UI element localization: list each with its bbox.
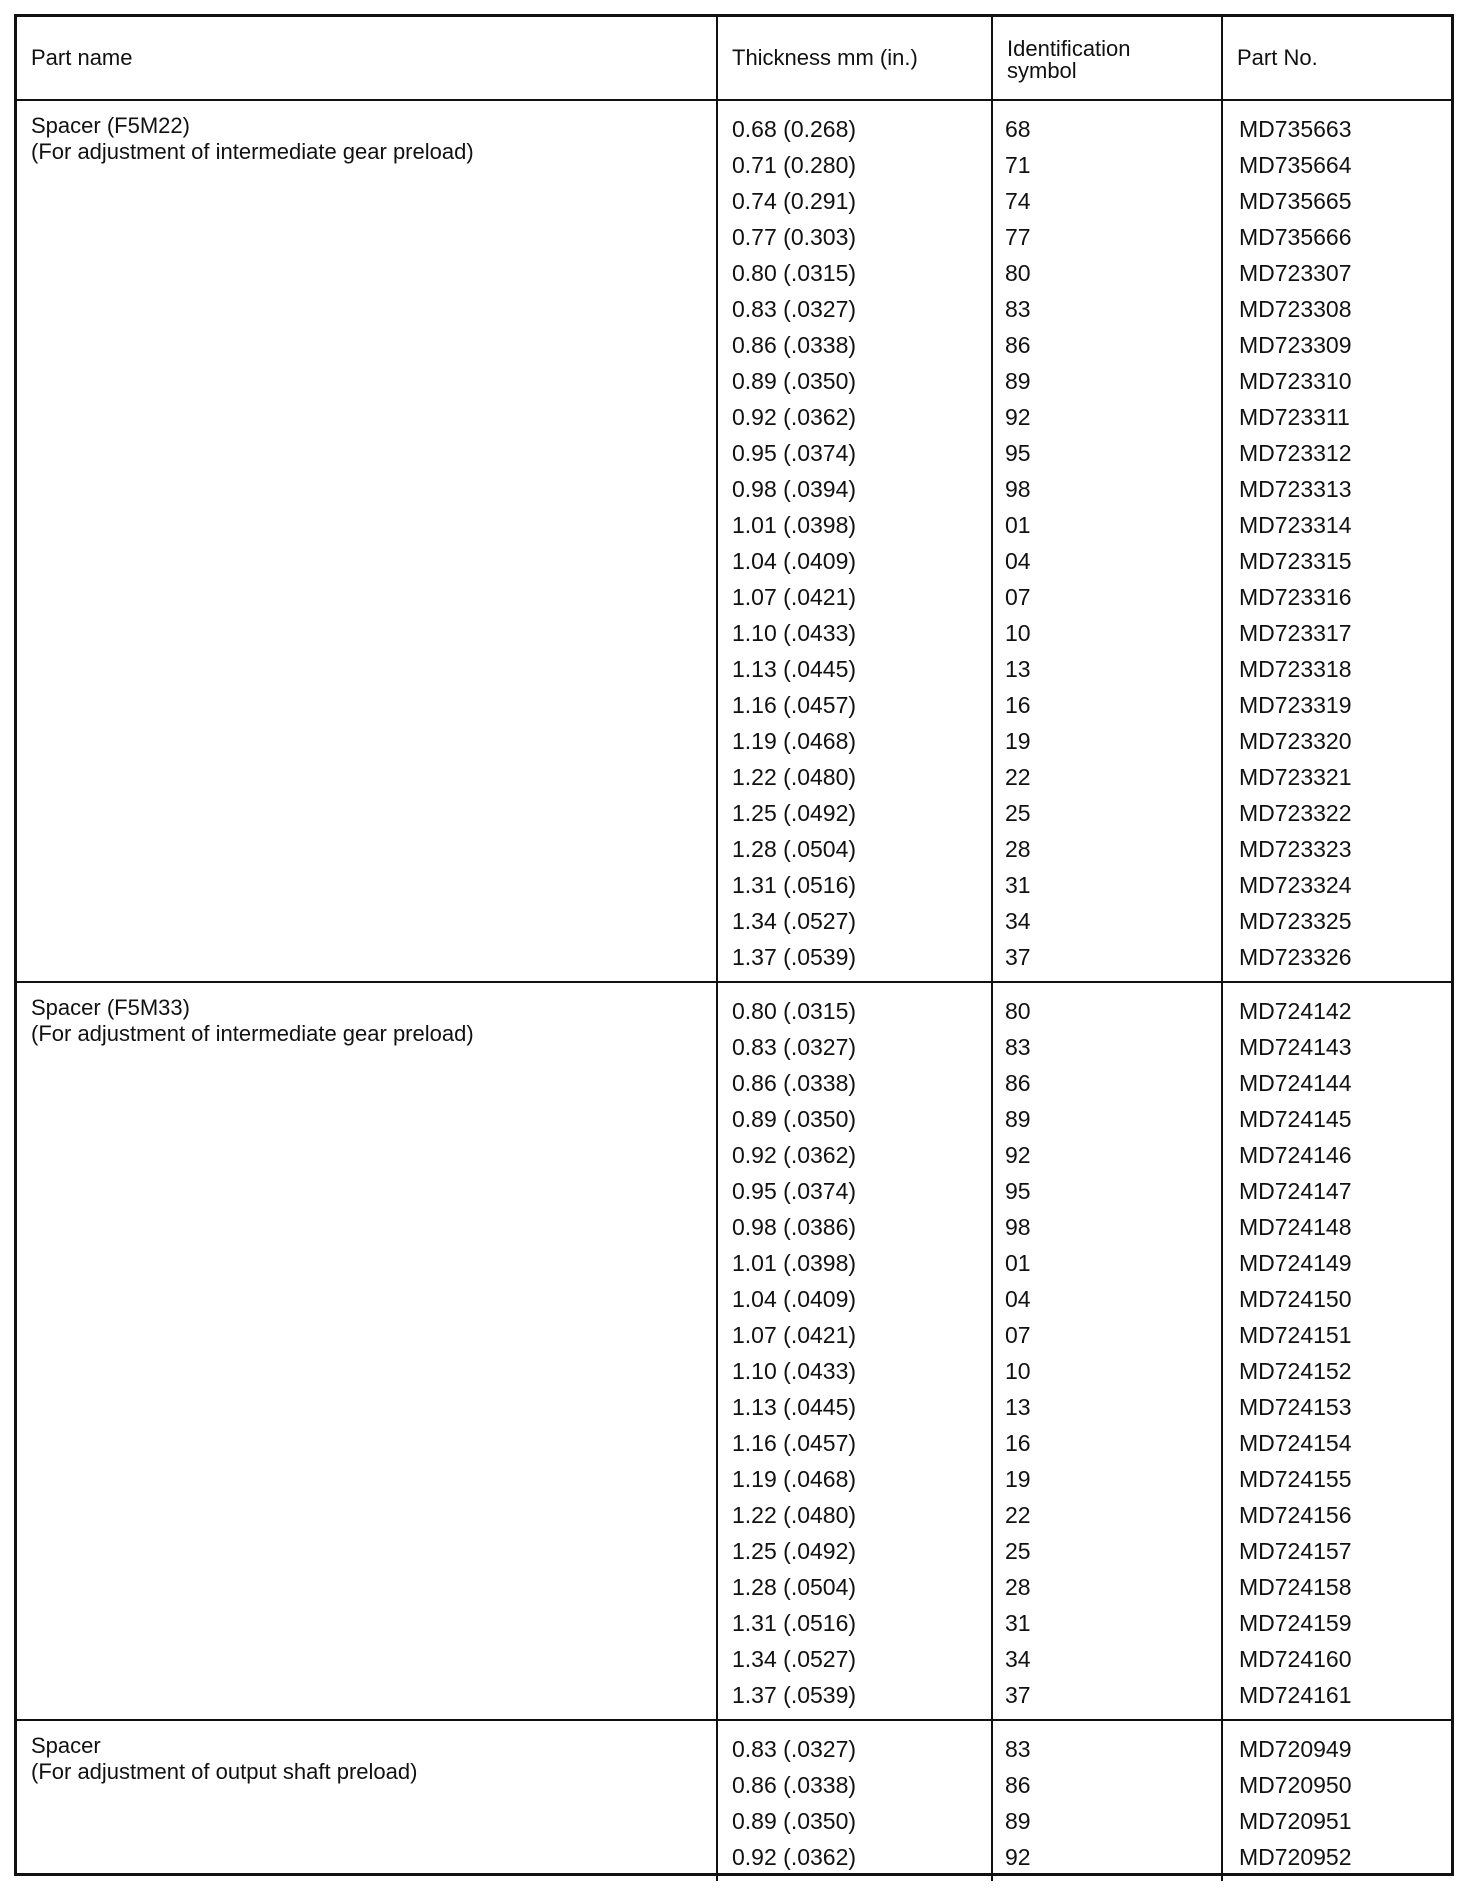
thickness-value: 1.31 (.0516): [732, 872, 857, 898]
identification-symbol: 86: [1005, 1772, 1031, 1798]
header-thickness: Thickness mm (in.): [717, 17, 992, 100]
part-number: MD724152: [1239, 1358, 1352, 1384]
part-number: MD720952: [1239, 1844, 1352, 1870]
thickness-value: 0.77 (0.303): [732, 224, 857, 250]
identification-symbol: 34: [1005, 908, 1031, 934]
thickness-value: 0.80 (.0315): [732, 998, 857, 1024]
identification-symbol: 89: [1005, 368, 1031, 394]
thickness-value: 0.95 (.0374): [732, 440, 857, 466]
identification-symbol: 01: [1005, 1250, 1031, 1276]
spacer-group: [17, 100, 1451, 982]
thickness-value: 1.37 (.0539): [732, 944, 857, 970]
identification-symbol: 98: [1005, 1214, 1031, 1240]
part-name-cell: [17, 982, 717, 1720]
part-number: MD724160: [1239, 1646, 1352, 1672]
identification-symbol: 13: [1005, 1394, 1031, 1420]
identification-symbol: 04: [1005, 1286, 1031, 1312]
identification-symbol: 77: [1005, 224, 1031, 250]
part-number: MD723322: [1239, 800, 1352, 826]
thickness-value: 1.31 (.0516): [732, 1610, 857, 1636]
part-number: MD724142: [1239, 998, 1352, 1024]
identification-symbol: 80: [1005, 998, 1031, 1024]
part-number: MD723318: [1239, 656, 1352, 682]
identification-symbol: 28: [1005, 836, 1031, 862]
part-number: MD723312: [1239, 440, 1352, 466]
spacer-group: [17, 1720, 1451, 1881]
part-number: MD724145: [1239, 1106, 1352, 1132]
thickness-value: 0.89 (.0350): [732, 368, 857, 394]
identification-symbol: 83: [1005, 296, 1031, 322]
part-number: MD723319: [1239, 692, 1352, 718]
identification-symbol: 89: [1005, 1808, 1031, 1834]
part-number-list: [1222, 100, 1451, 982]
part-number: MD724144: [1239, 1070, 1352, 1096]
thickness-value-list: [717, 100, 992, 982]
thickness-value: 1.13 (.0445): [732, 1394, 857, 1420]
thickness-value-list: [717, 1720, 992, 1881]
part-number: MD723320: [1239, 728, 1352, 754]
part-number: MD723317: [1239, 620, 1352, 646]
part-number: MD724151: [1239, 1322, 1352, 1348]
part-number: MD723324: [1239, 872, 1352, 898]
thickness-value: 1.16 (.0457): [732, 1430, 857, 1456]
table-row: [17, 982, 1451, 1720]
thickness-value: 1.01 (.0398): [732, 512, 857, 538]
thickness-value: 1.22 (.0480): [732, 764, 857, 790]
part-number-list: [1222, 982, 1451, 1720]
identification-symbol: 74: [1005, 188, 1031, 214]
identification-symbol: 22: [1005, 764, 1031, 790]
part-number: MD720950: [1239, 1772, 1352, 1798]
part-name: Spacer (F5M22): [31, 113, 190, 138]
part-purpose: (For adjustment of output shaft preload): [31, 1759, 418, 1784]
thickness-value: 1.01 (.0398): [732, 1250, 857, 1276]
thickness-value: 0.71 (0.280): [732, 152, 857, 178]
identification-symbol: 31: [1005, 1610, 1031, 1636]
identification-symbol: 19: [1005, 728, 1031, 754]
thickness-value: 0.92 (.0362): [732, 404, 857, 430]
thickness-value: 1.07 (.0421): [732, 584, 857, 610]
part-number: MD724143: [1239, 1034, 1352, 1060]
thickness-value: 0.86 (.0338): [732, 1772, 857, 1798]
part-number: MD720951: [1239, 1808, 1352, 1834]
identification-symbol: 10: [1005, 620, 1031, 646]
spacer-group: [17, 982, 1451, 1720]
header-part-name: Part name: [17, 17, 717, 100]
thickness-value: 0.86 (.0338): [732, 332, 857, 358]
thickness-value: 1.28 (.0504): [732, 836, 857, 862]
thickness-value-list: [717, 982, 992, 1720]
part-purpose: (For adjustment of intermediate gear preload): [31, 1021, 474, 1046]
part-name-cell: [17, 100, 717, 982]
part-number: MD724161: [1239, 1682, 1352, 1708]
part-number: MD723316: [1239, 584, 1352, 610]
thickness-value: 1.37 (.0539): [732, 1682, 857, 1708]
identification-symbol: 28: [1005, 1574, 1031, 1600]
identification-symbol: 80: [1005, 260, 1031, 286]
thickness-value: 1.13 (.0445): [732, 656, 857, 682]
thickness-value: 1.10 (.0433): [732, 1358, 857, 1384]
table-row: [17, 1720, 1451, 1881]
identification-symbol: 07: [1005, 584, 1031, 610]
part-number: MD723321: [1239, 764, 1352, 790]
identification-symbol: 10: [1005, 1358, 1031, 1384]
part-number: MD724157: [1239, 1538, 1352, 1564]
identification-symbol-list: [992, 1720, 1222, 1881]
thickness-value: 1.25 (.0492): [732, 800, 857, 826]
identification-symbol: 83: [1005, 1736, 1031, 1762]
part-number: MD723309: [1239, 332, 1352, 358]
identification-symbol: 13: [1005, 656, 1031, 682]
thickness-value: 1.19 (.0468): [732, 728, 857, 754]
identification-symbol: 31: [1005, 872, 1031, 898]
thickness-value: 1.22 (.0480): [732, 1502, 857, 1528]
part-number: MD724155: [1239, 1466, 1352, 1492]
identification-symbol: 34: [1005, 1646, 1031, 1672]
identification-symbol: 37: [1005, 944, 1031, 970]
part-number: MD723313: [1239, 476, 1352, 502]
table-header: [17, 17, 1451, 100]
identification-symbol: 98: [1005, 476, 1031, 502]
thickness-value: 1.19 (.0468): [732, 1466, 857, 1492]
identification-symbol-list: [992, 100, 1222, 982]
thickness-value: 0.95 (.0374): [732, 1178, 857, 1204]
thickness-value: 1.16 (.0457): [732, 692, 857, 718]
identification-symbol: 68: [1005, 116, 1031, 142]
part-number: MD735663: [1239, 116, 1352, 142]
part-number: MD735665: [1239, 188, 1352, 214]
part-number: MD723308: [1239, 296, 1352, 322]
thickness-value: 0.98 (.0386): [732, 1214, 857, 1240]
identification-symbol: 22: [1005, 1502, 1031, 1528]
spacer-table-sheet: [14, 14, 1454, 1876]
part-number: MD723310: [1239, 368, 1352, 394]
part-number: MD723315: [1239, 548, 1352, 574]
table-row: [17, 100, 1451, 982]
thickness-value: 0.83 (.0327): [732, 1736, 857, 1762]
thickness-value: 1.34 (.0527): [732, 908, 857, 934]
part-name-cell: [17, 1720, 717, 1881]
thickness-value: 0.98 (.0394): [732, 476, 857, 502]
thickness-value: 0.89 (.0350): [732, 1106, 857, 1132]
part-number: MD723307: [1239, 260, 1352, 286]
identification-symbol: 37: [1005, 1682, 1031, 1708]
identification-symbol-list: [992, 982, 1222, 1720]
thickness-value: 1.04 (.0409): [732, 1286, 857, 1312]
part-number: MD723325: [1239, 908, 1352, 934]
identification-symbol: 86: [1005, 332, 1031, 358]
thickness-value: 1.34 (.0527): [732, 1646, 857, 1672]
part-number: MD735666: [1239, 224, 1352, 250]
part-name: Spacer (F5M33): [31, 995, 190, 1020]
identification-symbol: 16: [1005, 692, 1031, 718]
identification-symbol: 16: [1005, 1430, 1031, 1456]
thickness-value: 0.74 (0.291): [732, 188, 857, 214]
thickness-value: 0.83 (.0327): [732, 1034, 857, 1060]
part-name: Spacer: [31, 1733, 101, 1758]
part-number: MD724154: [1239, 1430, 1352, 1456]
identification-symbol: 71: [1005, 152, 1031, 178]
thickness-value: 1.28 (.0504): [732, 1574, 857, 1600]
thickness-value: 1.10 (.0433): [732, 620, 857, 646]
part-number: MD724147: [1239, 1178, 1352, 1204]
part-number: MD735664: [1239, 152, 1352, 178]
part-number: MD720949: [1239, 1736, 1352, 1762]
part-number: MD724153: [1239, 1394, 1352, 1420]
spacer-table: [17, 17, 1451, 1881]
thickness-value: 0.68 (0.268): [732, 116, 857, 142]
identification-symbol: 25: [1005, 800, 1031, 826]
identification-symbol: 83: [1005, 1034, 1031, 1060]
thickness-value: 0.80 (.0315): [732, 260, 857, 286]
thickness-value: 0.92 (.0362): [732, 1142, 857, 1168]
thickness-value: 0.89 (.0350): [732, 1808, 857, 1834]
header-identification-symbol: [992, 17, 1222, 100]
identification-symbol: 92: [1005, 1142, 1031, 1168]
header-part-no: Part No.: [1222, 17, 1451, 100]
part-number: MD724148: [1239, 1214, 1352, 1240]
identification-symbol: 86: [1005, 1070, 1031, 1096]
thickness-value: 0.86 (.0338): [732, 1070, 857, 1096]
part-number: MD724146: [1239, 1142, 1352, 1168]
header-identification-line1: Identification: [1007, 36, 1131, 61]
part-number: MD724149: [1239, 1250, 1352, 1276]
part-number: MD723314: [1239, 512, 1352, 538]
part-number: MD723326: [1239, 944, 1352, 970]
thickness-value: 0.83 (.0327): [732, 296, 857, 322]
part-number-list: [1222, 1720, 1451, 1881]
part-purpose: (For adjustment of intermediate gear preload): [31, 139, 474, 164]
identification-symbol: 89: [1005, 1106, 1031, 1132]
identification-symbol: 01: [1005, 512, 1031, 538]
identification-symbol: 19: [1005, 1466, 1031, 1492]
thickness-value: 1.04 (.0409): [732, 548, 857, 574]
thickness-value: 1.07 (.0421): [732, 1322, 857, 1348]
identification-symbol: 04: [1005, 548, 1031, 574]
identification-symbol: 95: [1005, 1178, 1031, 1204]
thickness-value: 0.92 (.0362): [732, 1844, 857, 1870]
identification-symbol: 92: [1005, 1844, 1031, 1870]
part-number: MD724156: [1239, 1502, 1352, 1528]
identification-symbol: 95: [1005, 440, 1031, 466]
identification-symbol: 07: [1005, 1322, 1031, 1348]
part-number: MD724159: [1239, 1610, 1352, 1636]
identification-symbol: 25: [1005, 1538, 1031, 1564]
part-number: MD724150: [1239, 1286, 1352, 1312]
thickness-value: 1.25 (.0492): [732, 1538, 857, 1564]
header-identification-line2: symbol: [1007, 58, 1077, 83]
part-number: MD724158: [1239, 1574, 1352, 1600]
part-number: MD723323: [1239, 836, 1352, 862]
identification-symbol: 92: [1005, 404, 1031, 430]
part-number: MD723311: [1239, 404, 1350, 430]
